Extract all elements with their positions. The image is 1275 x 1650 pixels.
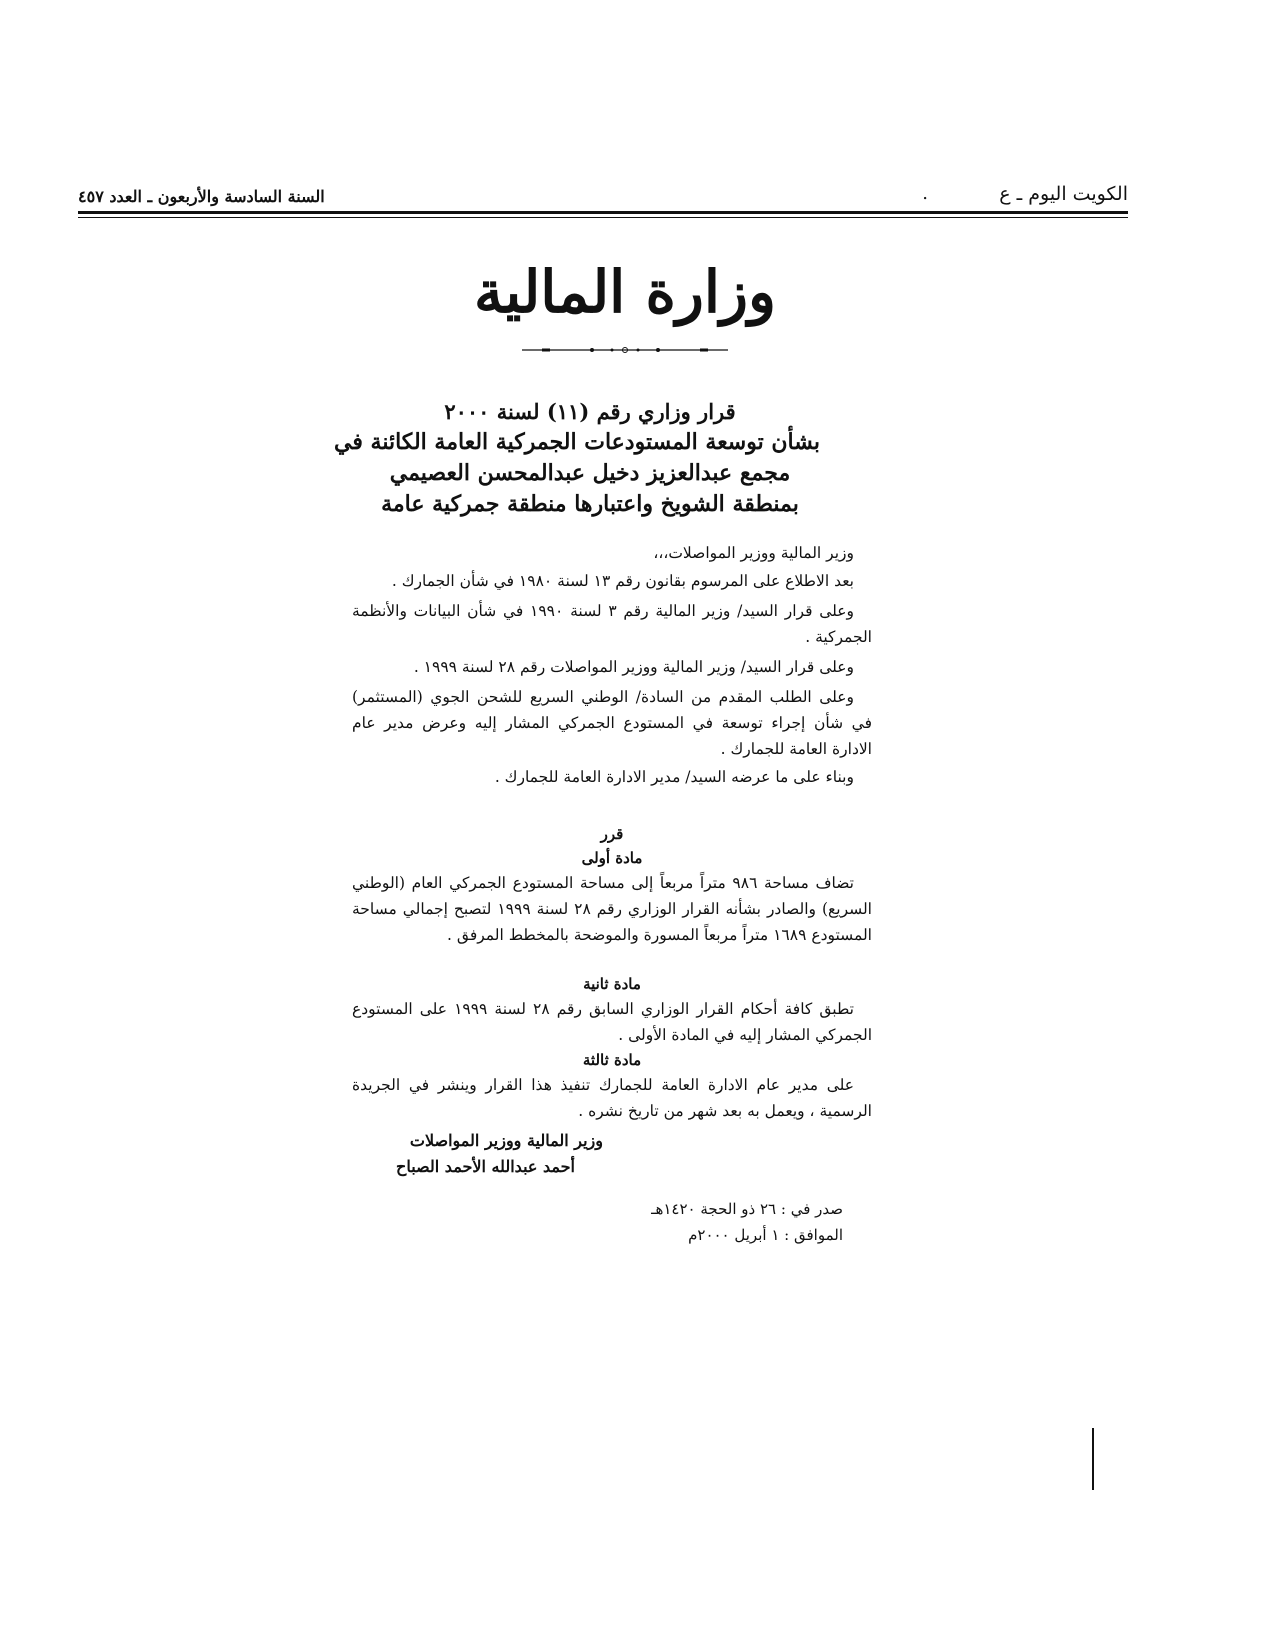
preamble-opening: وزير المالية ووزير المواصلات،،، xyxy=(653,544,854,562)
article-2-text: تطبق كافة أحكام القرار الوزاري السابق رقم ٢٨ لسنة ١٩٩٩ على المستودع الجمركي المشار إليه في المادة الأولى . xyxy=(352,1000,872,1044)
issued-date: صدر في : ٢٦ ذو الحجة ١٤٢٠هـ xyxy=(651,1200,843,1218)
article-1-block xyxy=(352,822,872,948)
ornament-divider xyxy=(522,346,728,354)
header-rule-thin xyxy=(78,217,1128,218)
article-2-heading: مادة ثانية xyxy=(583,975,641,993)
header-dot: . xyxy=(922,183,928,204)
decided-heading: قرر xyxy=(600,825,624,843)
decree-number: قرار وزاري رقم (١١) لسنة ٢٠٠٠ xyxy=(444,399,736,424)
issue-number: السنة السادسة والأربعون ـ العدد ٤٥٧ xyxy=(78,187,325,206)
preamble-paragraph-2: وعلى قرار السيد/ وزير المالية رقم ٣ لسنة ١٩٩٠ في شأن البيانات والأنظمة الجمركية . xyxy=(352,602,872,646)
article-3-text: على مدير عام الادارة العامة للجمارك تنفيذ هذا القرار وينشر في الجريدة الرسمية ، ويعمل به بعد شهر من تاريخ نشره . xyxy=(352,1076,872,1120)
decree-subject-line-2: مجمع عبدالعزيز دخيل عبدالمحسن العصيمي xyxy=(389,460,791,486)
margin-bar xyxy=(1092,1428,1094,1490)
signature-title: وزير المالية ووزير المواصلات xyxy=(409,1131,603,1150)
decree-title xyxy=(334,396,820,520)
article-1-heading: مادة أولى xyxy=(581,849,643,867)
article-3-heading: مادة ثالثة xyxy=(582,1051,642,1069)
preamble xyxy=(352,540,872,790)
preamble-paragraph-5: وبناء على ما عرضه السيد/ مدير الادارة العامة للجمارك . xyxy=(494,768,854,786)
header-rule xyxy=(78,211,1128,214)
preamble-paragraph-3: وعلى قرار السيد/ وزير المالية ووزير المواصلات رقم ٢٨ لسنة ١٩٩٩ . xyxy=(413,658,854,676)
running-header xyxy=(78,183,1128,211)
ministry-heading: وزارة المالية xyxy=(474,258,776,326)
preamble-paragraph-1: بعد الاطلاع على المرسوم بقانون رقم ١٣ لسنة ١٩٨٠ في شأن الجمارك . xyxy=(391,572,854,590)
corresponding-date: الموافق : ١ أبريل ٢٠٠٠م xyxy=(688,1226,843,1244)
decree-subject-line-3: بمنطقة الشويخ واعتبارها منطقة جمركية عامة xyxy=(381,491,799,517)
preamble-paragraph-4: وعلى الطلب المقدم من السادة/ الوطني السريع للشحن الجوي (المستثمر) في شأن إجراء توسعة في المستودع الجمركي المشار إليه وعرض مدير عام الادارة العامة للجمارك . xyxy=(352,688,872,758)
signature-name: أحمد عبدالله الأحمد الصباح xyxy=(396,1157,575,1176)
article-3-block xyxy=(352,1048,872,1124)
decree-subject-line-1: بشأن توسعة المستودعات الجمركية العامة الكائنة في xyxy=(334,429,820,455)
article-1-text: تضاف مساحة ٩٨٦ متراً مربعاً إلى مساحة المستودع الجمركي العام (الوطني السريع) والصادر بشأنه القرار الوزاري رقم ٢٨ لسنة ١٩٩٩ لتصبح إجمالي مساحة المستودع ١٦٨٩ متراً مربعاً المسورة والموضحة بالمخطط المرفق . xyxy=(352,874,872,944)
publication-name: الكويت اليوم ـ ع xyxy=(999,183,1128,205)
article-2-block xyxy=(352,972,872,1048)
